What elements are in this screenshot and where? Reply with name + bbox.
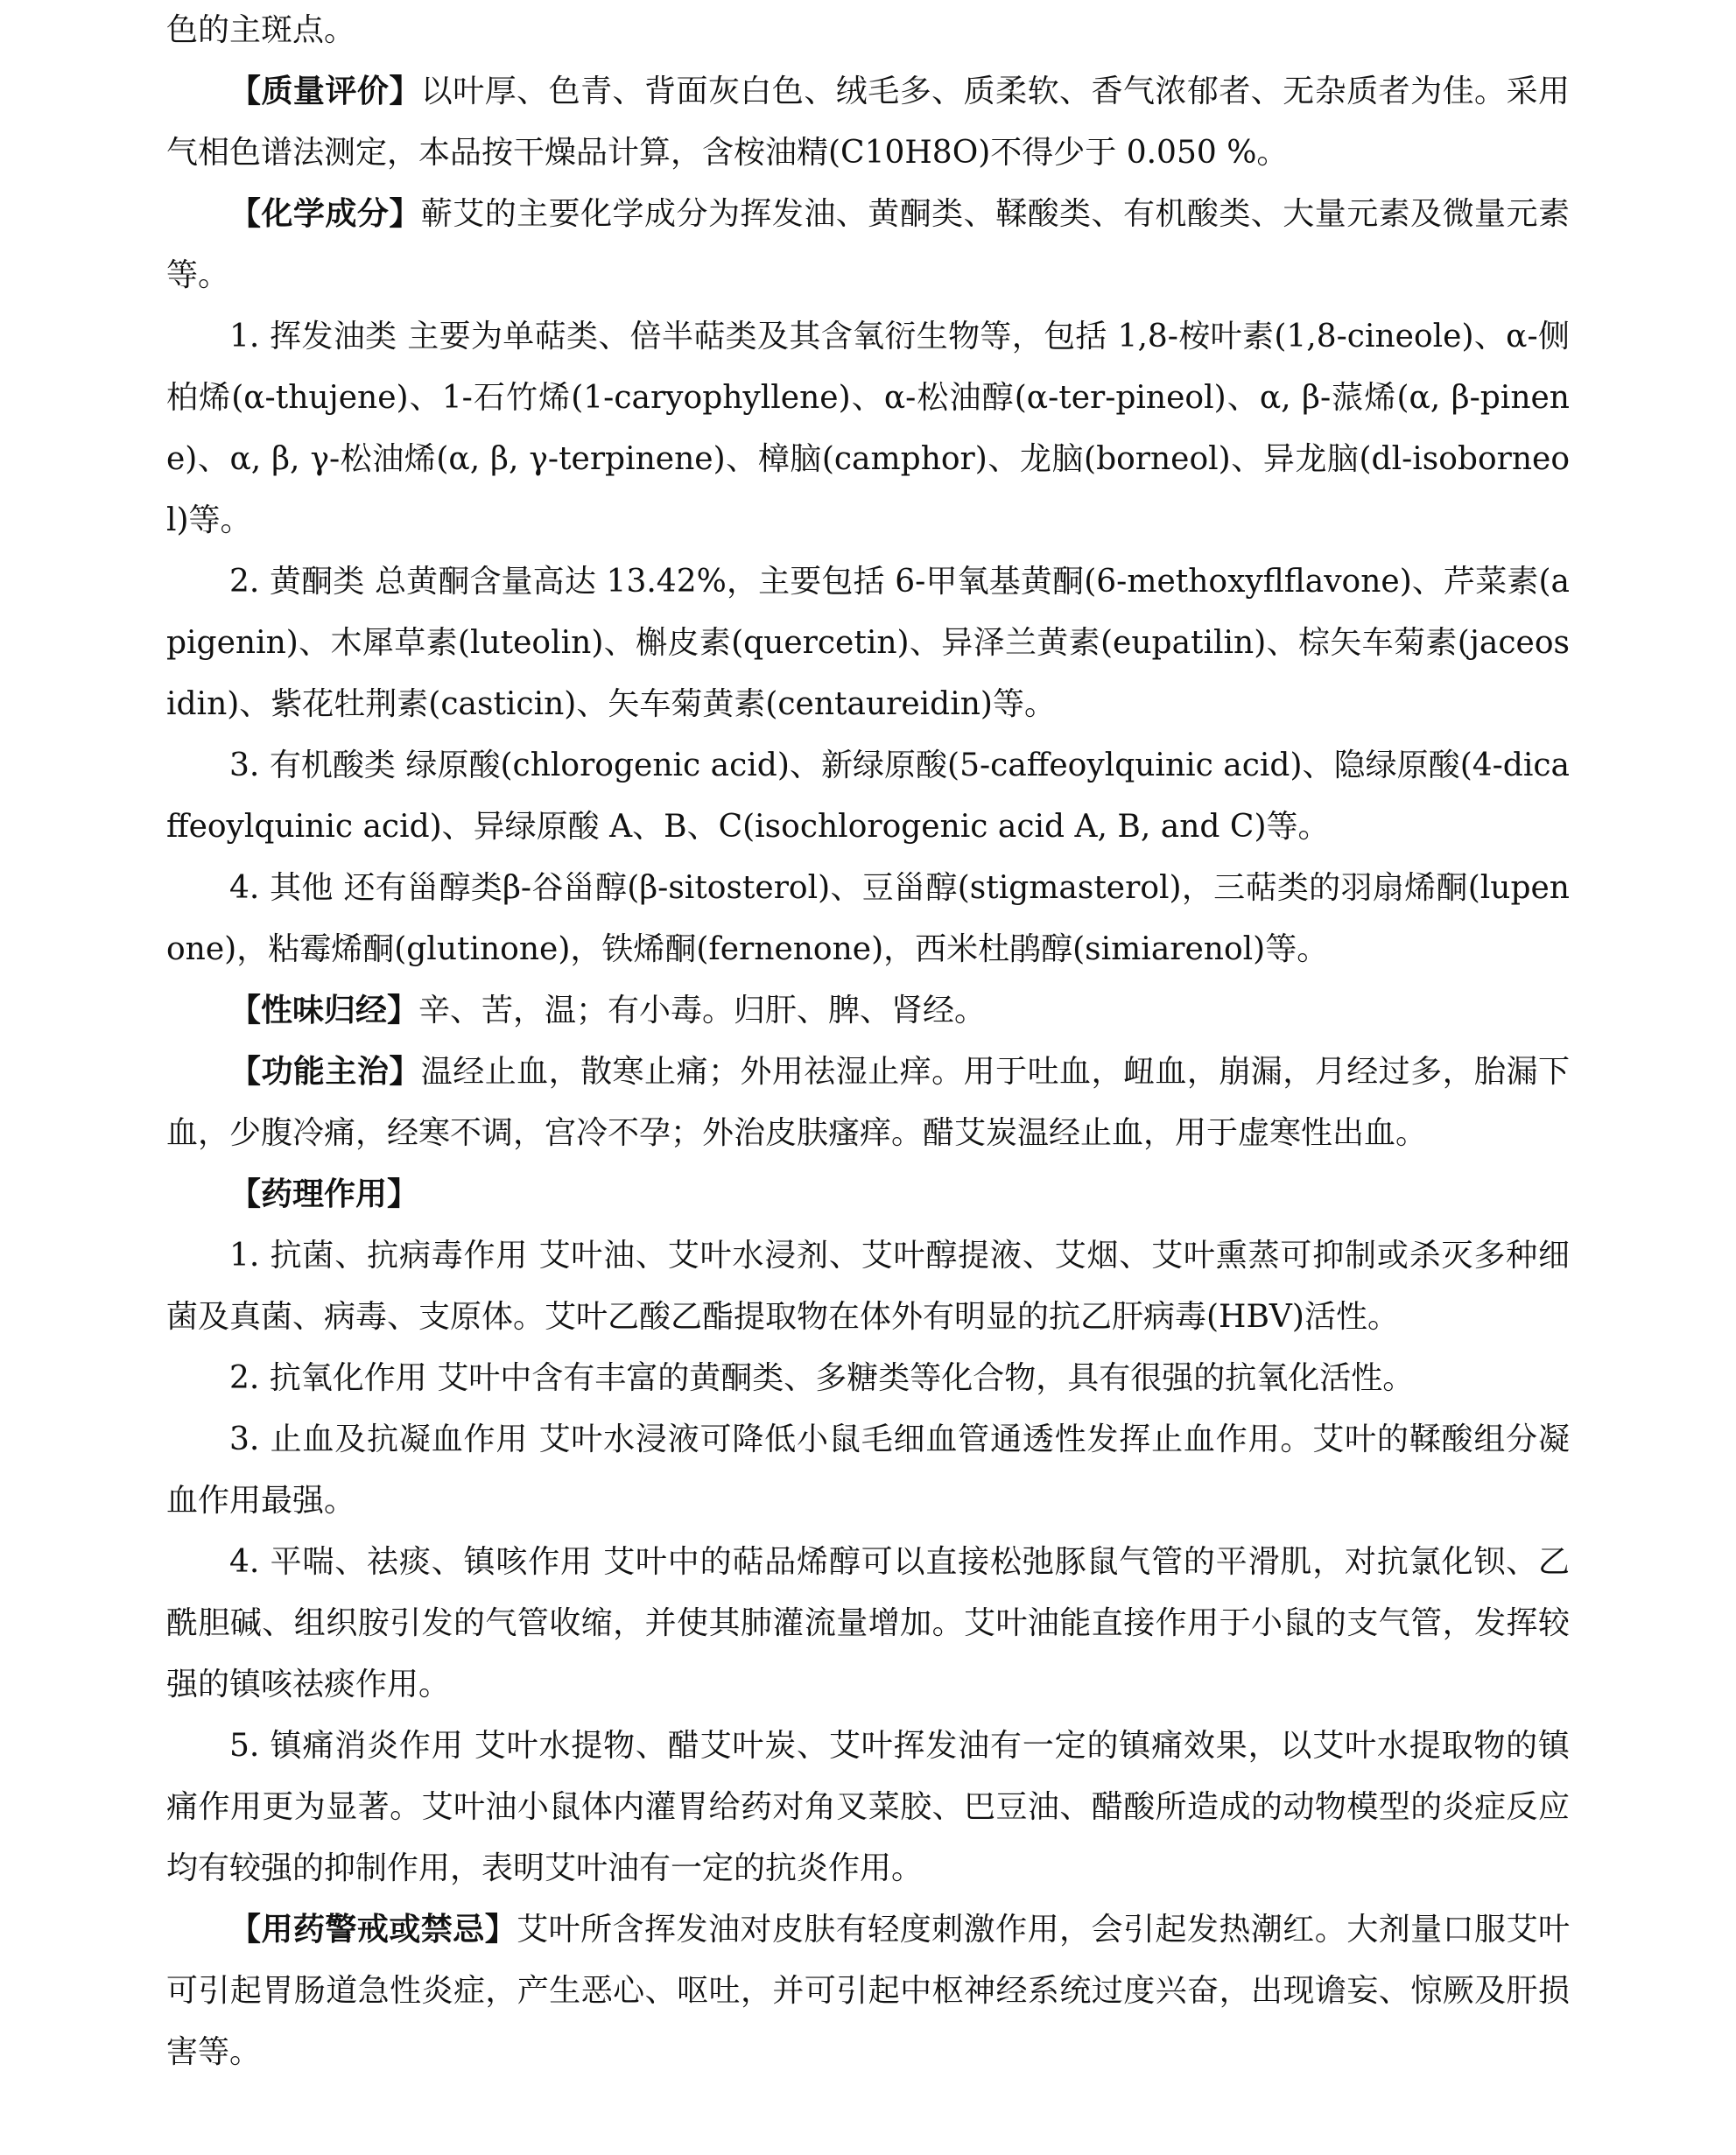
continued-line: 色的主斑点。 xyxy=(166,12,356,48)
nature-text: 辛、苦，温；有小毒。归肝、脾、肾经。 xyxy=(418,993,987,1028)
pharmacology-item-hemostatic: 3. 止血及抗凝血作用 艾叶水浸液可降低小鼠毛细血管通透性发挥止血作用。艾叶的鞣酸组分凝血作用最强。 xyxy=(166,1421,1570,1519)
pharmacology-item-analgesic: 5. 镇痛消炎作用 艾叶水提物、醋艾叶炭、艾叶挥发油有一定的镇痛效果，以艾叶水提取物的镇痛作用更为显著。艾叶油小鼠体内灌胃给药对角叉菜胶、巴豆油、醋酸所造成的动物模型的炎症反应均有较强的抑制作用，表明艾叶油有一定的抗炎作用。 xyxy=(166,1728,1570,1886)
pharmacology-item-antioxidant: 2. 抗氧化作用 艾叶中含有丰富的黄酮类、多糖类等化合物，具有很强的抗氧化活性。 xyxy=(229,1360,1415,1396)
warning-section xyxy=(166,1899,1570,2083)
document-page xyxy=(166,0,1570,2083)
chemistry-text: 蕲艾的主要化学成分为挥发油、黄酮类、鞣酸类、有机酸类、大量元素及微量元素等。 xyxy=(166,196,1570,293)
nature-heading: 【性味归经】 xyxy=(229,993,419,1028)
pharmacology-heading: 【药理作用】 xyxy=(229,1176,419,1212)
function-text: 温经止血，散寒止痛；外用祛湿止痒。用于吐血，衄血，崩漏，月经过多，胎漏下血，少腹冷痛，经寒不调，宫冷不孕；外治皮肤瘙痒。醋艾炭温经止血，用于虚寒性出血。 xyxy=(166,1054,1570,1151)
pharmacology-item-antibacterial: 1. 抗菌、抗病毒作用 艾叶油、艾叶水浸剂、艾叶醇提液、艾烟、艾叶熏蒸可抑制或杀灭多种细菌及真菌、病毒、支原体。艾叶乙酸乙酯提取物在体外有明显的抗乙肝病毒(HBV)活性。 xyxy=(166,1238,1570,1335)
quality-text: 以叶厚、色青、背面灰白色、绒毛多、质柔软、香气浓郁者、无杂质者为佳。采用气相色谱法测定，本品按干燥品计算，含桉油精(C10H8O)不得少于 0.050 %。 xyxy=(166,74,1570,171)
quality-heading: 【质量评价】 xyxy=(229,74,421,109)
quality-section xyxy=(166,61,1570,184)
function-heading: 【功能主治】 xyxy=(229,1054,421,1090)
pharmacology-section xyxy=(166,1164,1570,1225)
pharmacology-item-antiasthmatic: 4. 平喘、祛痰、镇咳作用 艾叶中的萜品烯醇可以直接松弛豚鼠气管的平滑肌，对抗氯化钡、乙酰胆碱、组织胺引发的气管收缩，并使其肺灌流量增加。艾叶油能直接作用于小鼠的支气管，发挥较强的镇咳祛痰作用。 xyxy=(166,1544,1570,1702)
chemistry-item-organic-acids: 3. 有机酸类 绿原酸(chlorogenic acid)、新绿原酸(5-caffeoylquinic acid)、隐绿原酸(4-dicaffeoylquinic acid)、异绿原酸 A、B、C(isochlorogenic acid A, B, and C)等。 xyxy=(166,748,1570,845)
warning-text: 艾叶所含挥发油对皮肤有轻度刺激作用，会引起发热潮红。大剂量口服艾叶可引起胃肠道急性炎症，产生恶心、呕吐，并可引起中枢神经系统过度兴奋，出现谵妄、惊厥及肝损害等。 xyxy=(166,1912,1570,2070)
chemistry-item-flavonoids: 2. 黄酮类 总黄酮含量高达 13.42%，主要包括 6-甲氧基黄酮(6-methoxyflflavone)、芹菜素(apigenin)、木犀草素(luteolin)、槲皮素(quercetin)、异泽兰黄素(eupatilin)、棕矢车菊素(jaceosidin)、紫花牡荆素(casticin)、矢车菊黄素(centaureidin)等。 xyxy=(166,564,1570,722)
chemistry-heading: 【化学成分】 xyxy=(229,196,421,232)
chemistry-item-others: 4. 其他 还有甾醇类β-谷甾醇(β-sitosterol)、豆甾醇(stigmasterol)，三萜类的羽扇烯酮(lupenone)，粘霉烯酮(glutinone)，铁烯酮(fernenone)，西米杜鹃醇(simiarenol)等。 xyxy=(166,870,1570,967)
chemistry-item-volatile-oils: 1. 挥发油类 主要为单萜类、倍半萜类及其含氧衍生物等，包括 1,8-桉叶素(1,8-cineole)、α-侧柏烯(α-thujene)、1-石竹烯(1-caryophyllene)、α-松油醇(α-ter-pineol)、α, β-蒎烯(α, β-pinene)、α, β, γ-松油烯(α, β, γ-terpinene)、樟脑(camphor)、龙脑(borneol)、异龙脑(dl-isoborneol)等。 xyxy=(166,319,1570,538)
function-section xyxy=(166,1042,1570,1164)
nature-section xyxy=(166,980,1570,1042)
chemistry-section xyxy=(166,184,1570,306)
warning-heading: 【用药警戒或禁忌】 xyxy=(229,1912,517,1948)
